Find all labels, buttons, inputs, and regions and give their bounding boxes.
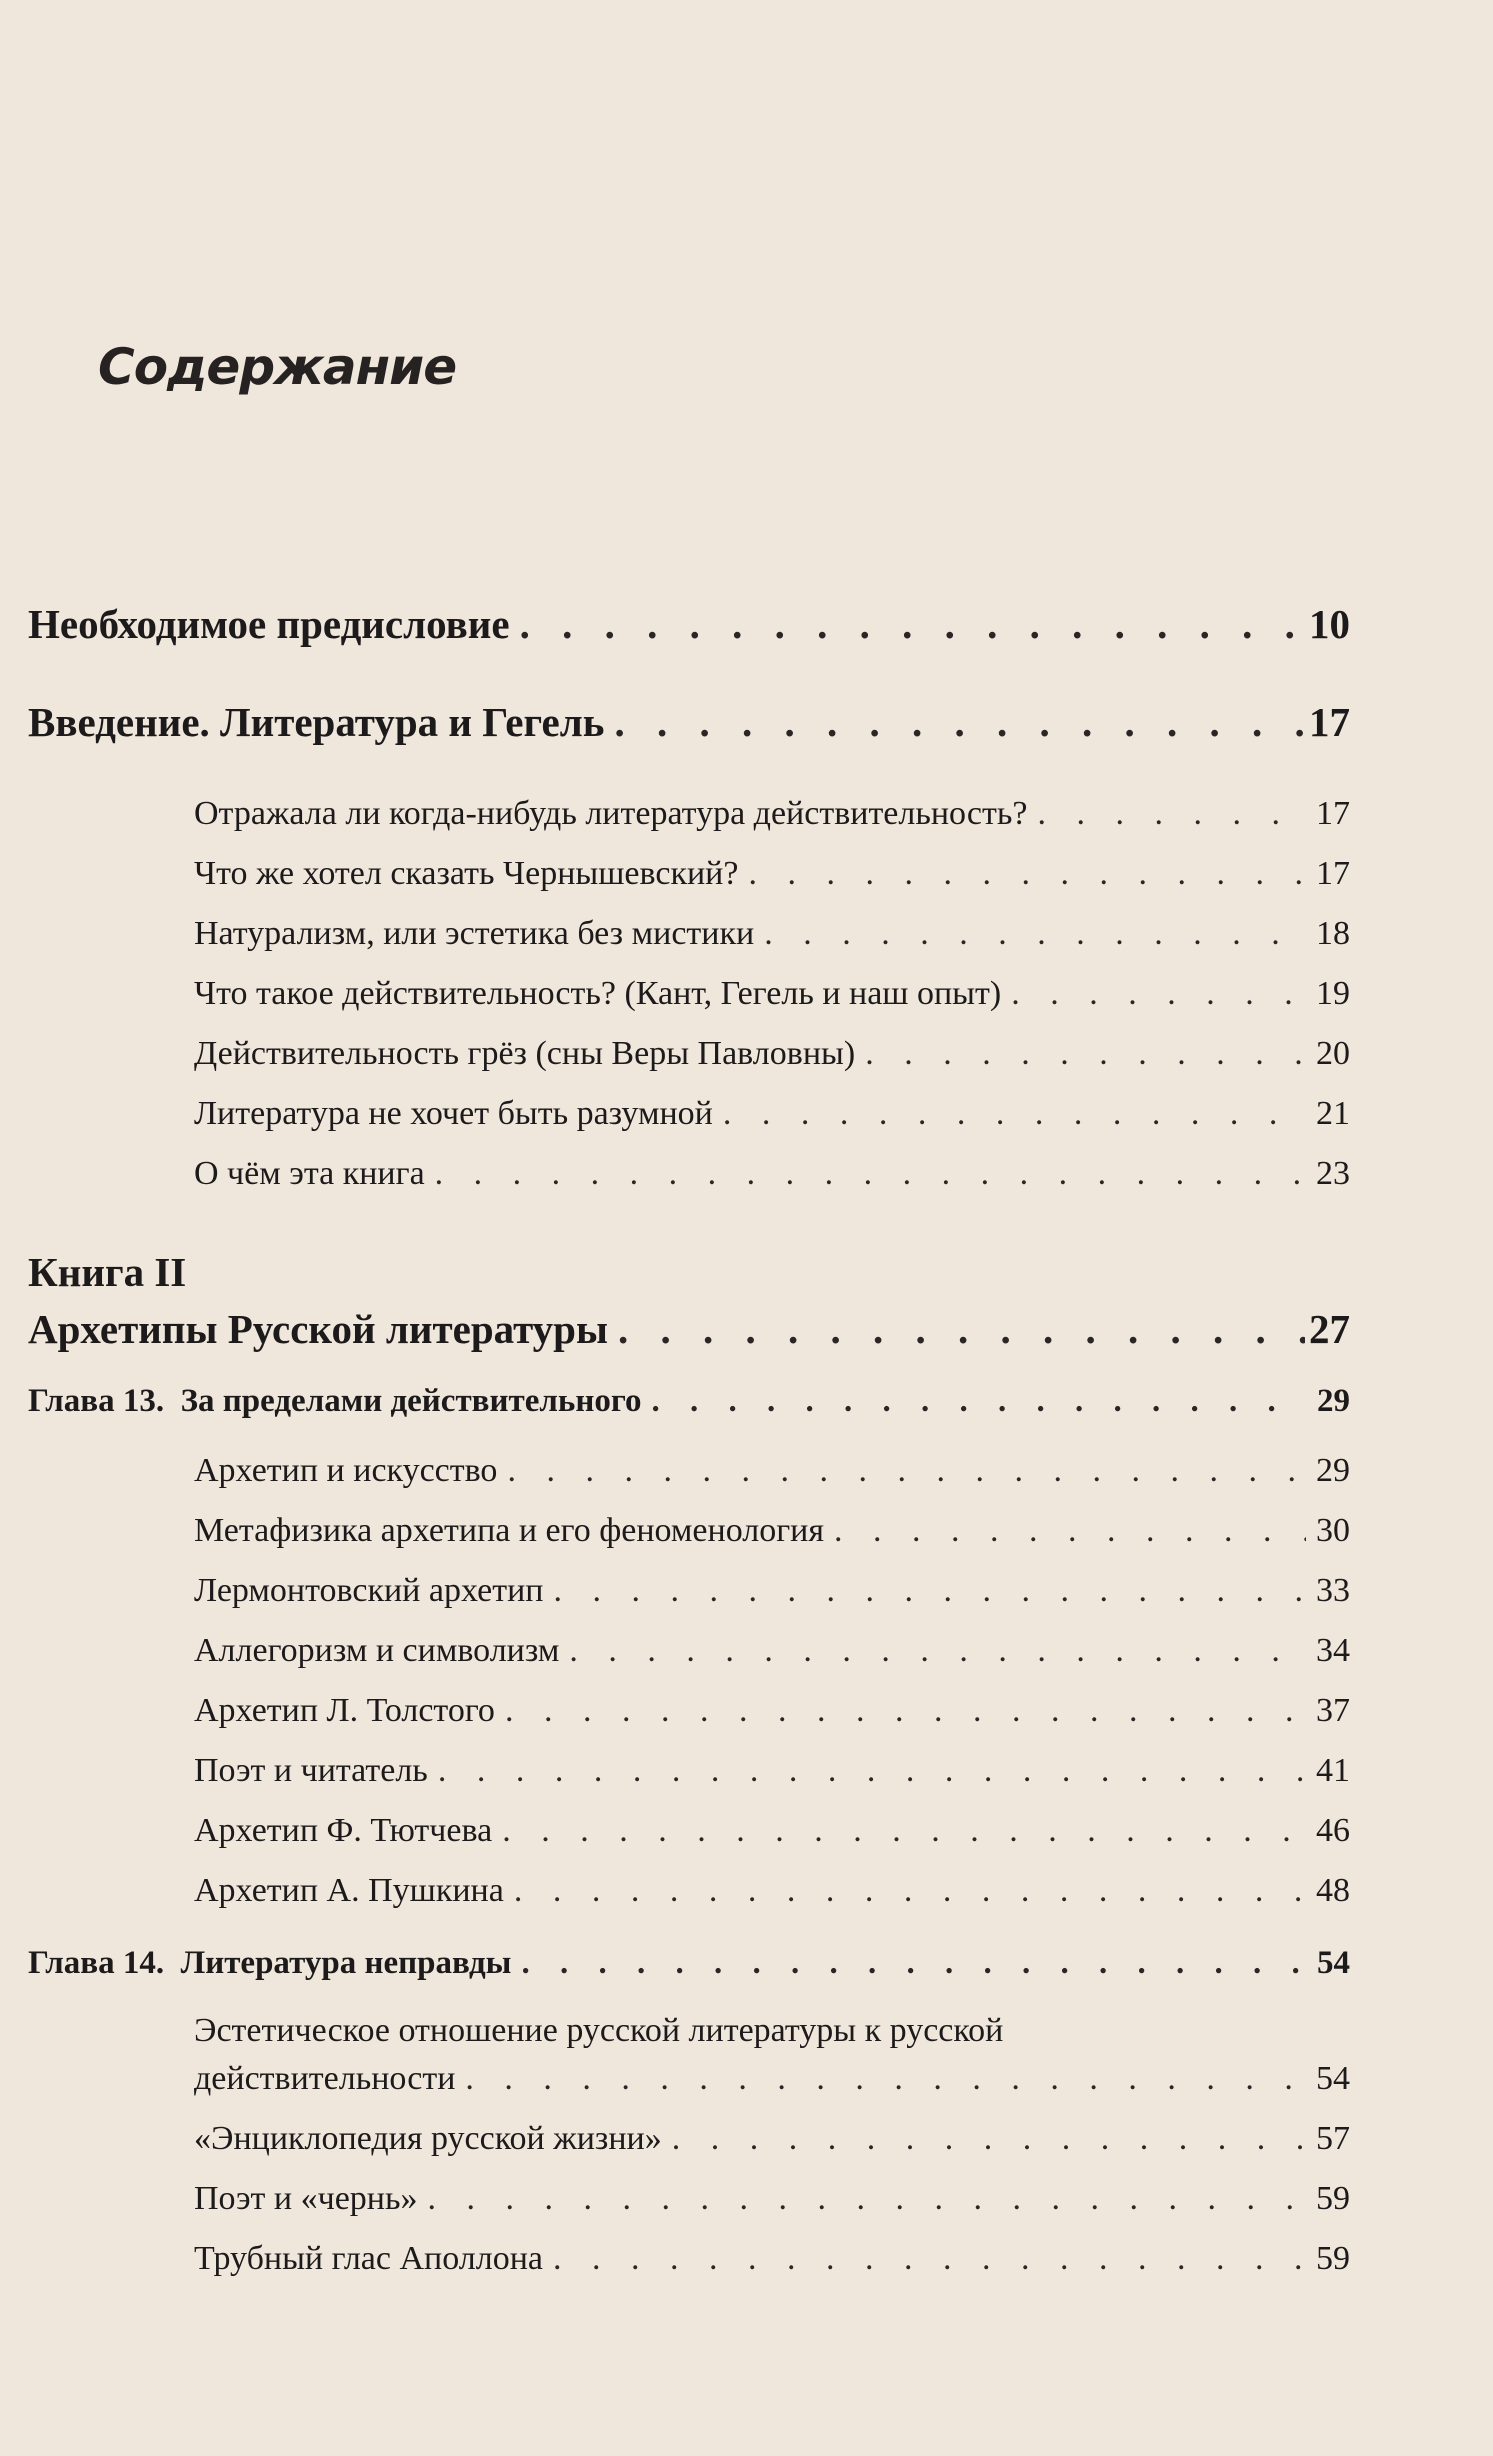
dot-leader	[514, 1872, 1306, 1910]
dot-leader	[614, 698, 1305, 746]
dot-leader	[553, 1572, 1306, 1610]
entry-title: Литература не хочет быть разумной	[194, 1095, 713, 1132]
dot-leader	[465, 2060, 1306, 2098]
entry-title: Лермонтовский архетип	[194, 1572, 544, 1609]
entry-title: Введение. Литература и Гегель	[28, 699, 605, 745]
entry-page: 17	[1309, 699, 1350, 745]
entry-page: 17	[1316, 795, 1350, 832]
toc-subentry	[194, 1812, 1350, 1850]
dot-leader	[435, 1155, 1306, 1193]
entry-page: 34	[1316, 1632, 1350, 1669]
entry-title: «Энциклопедия русской жизни»	[194, 2120, 662, 2157]
entry-page: 48	[1316, 1872, 1350, 1909]
dot-leader	[723, 1095, 1306, 1133]
toc-subentry	[194, 1692, 1350, 1730]
dot-leader	[438, 1752, 1306, 1790]
entry-page: 10	[1309, 601, 1350, 647]
dot-leader	[569, 1632, 1306, 1670]
entry-title: Поэт и «чернь»	[194, 2180, 418, 2217]
dot-leader	[748, 855, 1306, 893]
entry-page: 41	[1316, 1752, 1350, 1789]
dot-leader	[865, 1035, 1306, 1073]
entry-title: Глава 13. За пределами действительного	[28, 1383, 642, 1419]
entry-page: 21	[1316, 1095, 1350, 1132]
toc-subentry	[194, 1452, 1350, 1490]
entry-page: 29	[1317, 1383, 1350, 1419]
entry-page: 46	[1316, 1812, 1350, 1849]
toc-subentry	[194, 1035, 1350, 1073]
dot-leader	[672, 2120, 1306, 2158]
toc-subentry	[194, 2120, 1350, 2158]
dot-leader	[553, 2240, 1306, 2278]
dot-leader	[1011, 975, 1306, 1013]
book-heading: Книга II	[28, 1249, 187, 1295]
dot-leader	[507, 1452, 1306, 1490]
entry-title: Поэт и читатель	[194, 1752, 428, 1789]
entry-page: 59	[1316, 2180, 1350, 2217]
toc-entry-introduction	[28, 698, 1350, 746]
toc-subentry	[194, 1572, 1350, 1610]
entry-page: 19	[1316, 975, 1350, 1012]
toc-subentry	[194, 1872, 1350, 1910]
toc-subentry	[194, 795, 1350, 833]
dot-leader	[618, 1305, 1305, 1353]
entry-page: 27	[1309, 1306, 1350, 1352]
entry-title: действительности	[194, 2060, 456, 2097]
toc-chapter-13	[28, 1383, 1350, 1420]
entry-page: 59	[1316, 2240, 1350, 2277]
entry-title: Отражала ли когда-нибудь литература действительность?	[194, 795, 1028, 832]
dot-leader	[834, 1512, 1306, 1550]
entry-title: Глава 14. Литература неправды	[28, 1945, 512, 1981]
toc-subentry	[194, 2180, 1350, 2218]
dot-leader	[764, 915, 1306, 953]
entry-title: Аллегоризм и символизм	[194, 1632, 560, 1669]
entry-page: 17	[1316, 855, 1350, 892]
entry-page: 29	[1316, 1452, 1350, 1489]
toc-subentry	[194, 1155, 1350, 1193]
entry-page: 37	[1316, 1692, 1350, 1729]
entry-page: 54	[1317, 1945, 1350, 1981]
toc-subentry	[194, 1095, 1350, 1133]
dot-leader	[428, 2180, 1306, 2218]
entry-page: 33	[1316, 1572, 1350, 1609]
entry-title: Архетип и искусство	[194, 1452, 498, 1489]
entry-page: 30	[1316, 1512, 1350, 1549]
dot-leader	[652, 1383, 1307, 1420]
entry-page: 57	[1316, 2120, 1350, 2157]
dot-leader	[505, 1692, 1306, 1730]
dot-leader	[1037, 795, 1306, 833]
toc-subentry	[194, 915, 1350, 953]
entry-title: Трубный глас Аполлона	[194, 2240, 543, 2277]
entry-title: Архетип Л. Толстого	[194, 1692, 495, 1729]
toc-subentry	[194, 2240, 1350, 2278]
toc-subentry-line: Эстетическое отношение русской литературы к русской	[194, 2012, 1004, 2049]
entry-page: 54	[1316, 2060, 1350, 2097]
entry-title: Архетип А. Пушкина	[194, 1872, 504, 1909]
entry-title: Необходимое предисловие	[28, 601, 510, 647]
entry-page: 18	[1316, 915, 1350, 952]
toc-subentry	[194, 1632, 1350, 1670]
entry-title: Архетипы Русской литературы	[28, 1306, 608, 1352]
toc-subentry	[194, 855, 1350, 893]
dot-leader	[502, 1812, 1306, 1850]
toc-subentry	[194, 1512, 1350, 1550]
entry-title: Метафизика архетипа и его феноменология	[194, 1512, 825, 1549]
entry-title: Что такое действительность? (Кант, Гегель и наш опыт)	[194, 975, 1002, 1012]
toc-entry-book	[28, 1305, 1350, 1353]
page-title: Содержание	[98, 338, 457, 396]
entry-title: Действительность грёз (сны Веры Павловны)	[194, 1035, 856, 1072]
toc-subentry	[194, 1752, 1350, 1790]
entry-title: Архетип Ф. Тютчева	[194, 1812, 493, 1849]
toc-subentry	[194, 2060, 1350, 2098]
entry-title: Натурализм, или эстетика без мистики	[194, 915, 755, 952]
entry-title: О чём эта книга	[194, 1155, 425, 1192]
entry-page: 20	[1316, 1035, 1350, 1072]
dot-leader	[521, 1945, 1306, 1982]
entry-page: 23	[1316, 1155, 1350, 1192]
entry-title: Что же хотел сказать Чернышевский?	[194, 855, 739, 892]
dot-leader	[520, 600, 1305, 648]
toc-subentry	[194, 975, 1350, 1013]
toc-chapter-14	[28, 1945, 1350, 1982]
toc-entry-preface	[28, 600, 1350, 648]
